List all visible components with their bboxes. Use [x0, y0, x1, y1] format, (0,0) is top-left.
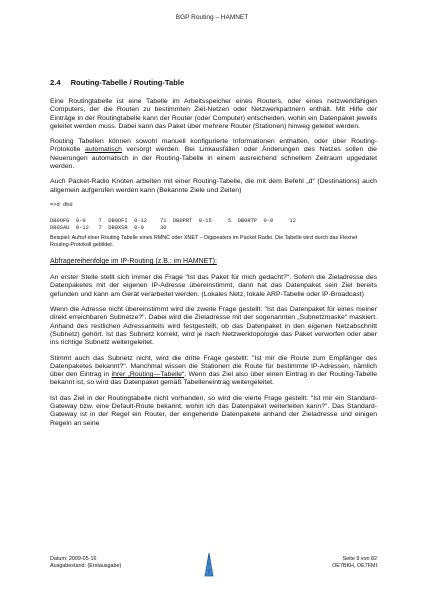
paragraph-fourth-question: Ist das Ziel in der Routingtabelle nicht vorhanden, so wird die vierte Frage gestellt: "Ist mir ein Standard-Gateway bzw. eine Default-Route bekannt, wohin ich das Datenpaket weiterleiten kann?". Das Standard-Gateway ist in der Regel ein Router, der eingehende Datenpakete anhand der Zieladresse und einigen Regeln an seine: [50, 394, 377, 427]
footer-left: [50, 556, 121, 569]
paragraph-first-question: An erster Stelle stellt sich immer die Frage "Ist das Paket für mich gedacht?". Sofern die Zieladresse des Datenpaketes mit der eigenen IP-Adresse übereinstimmt, dann hat das Datenpaket sein Ziel bereits gefunden und kann am Gerät verarbeitet werden. (Lokales Netz, lokale ARP-Tabelle oder IP-Broadcast): [50, 274, 377, 298]
section-title: Routing-Tabelle / Routing-Table: [70, 78, 185, 87]
page-footer: [50, 556, 377, 582]
section-heading: [50, 78, 377, 87]
routing-table-output: DB0OFG 0-0 7 DB0OFI 0-12 71 DB0PRT 0-15 5 DB0RTP 0-0 12 DB0SAU 0-12 7 DB0XSR 0-0 30: [50, 217, 296, 231]
paragraph-routing-table-contents: Routing Tabellen können sowohl manuell konfigurierte Informationen enthalten, oder über Routing-Protokolle automatisch versorgt werden. Bei Linkausfällen oder Änderungen des Netzes sollen die Neuerungen automatisch in der Routing-Tabelle in einem ausreichend schnellem Zeitraum upgedatet werden.: [50, 138, 377, 171]
footer-date: Datum: 2009-05-16: [50, 556, 97, 562]
paragraph-routing-table-definition: Eine Routingtabelle ist eine Tabelle im Arbeitsspeicher eines Routers, oder eines netzwerkfähigen Computers, der die Routen zu bestimmten Ziel-Netzen oder Netzwerkpartnern enthält. Mit Hilfe der Einträge in der Routingtabelle kann der Router (oder Computer) entscheiden, wohin ein Datenpaket jeweils geleitet werden muss. Dabei kann das Paket über mehrere Router (Stationen) hinweg geleitet werden.: [50, 98, 377, 130]
footer-page-number: Seite 9 von 82: [342, 556, 377, 562]
footer-right: [332, 556, 377, 569]
page-header: BGP Routing – HAMNET: [175, 14, 249, 21]
command-line: =>d db0: [50, 201, 73, 208]
footer-edition: Ausgabestand: (Erstausgabe): [50, 562, 122, 569]
footer-authors: OE7BKH, OE7FMI: [332, 562, 377, 569]
paragraph-second-question: Wenn die Adresse nicht übereinstimmt wird die zweite Frage gestellt: "Ist das Datenpaket für eines meiner direkt erreichbaren Subnetze?". Dabei wird die Zieladresse mit der sogenannten „Subnetzmaske“ maskiert. Anhand des restlichen Adressanteils wird festgestellt, ob das Datenpaket in den eigenen Netzabschnitt (Subnetz) gehört. Ist das Subnetz korrekt, wird je nach Netzwerktopologie das Paket verworfen oder aber ins richtige Subnetz weitergeleitet.: [50, 306, 377, 347]
paragraph-third-question: Stimmt auch das Subnetz nicht, wird die dritte Frage gestellt: "Ist mir die Route zum Empfänger des Datenpaketes bekannt?". Manchmal wissen die Stationen die Route für bestimmte IP-Adressen, nämlich über den Eintrag in ihrer „Routing—Tabelle“. Wenn das Ziel also über einen Eintrag in der Routing-Tabelle bekannt ist, so wird das Datenpaket gemäß Tabelleneintrag weitergeleitet.: [50, 354, 377, 387]
section-number: 2.4: [50, 78, 61, 87]
page-content: [50, 78, 377, 435]
paragraph-packet-radio: Auch Packet-Radio Knoten arbeiten mit einer Routing-Tabelle, die mit dem Befehl „d“ (Destinations) auch allgemein aufgerufen werden kann (Bekannte Ziele und Zeiten): [50, 178, 377, 194]
table-caption: Beispiel: Aufruf einer Routing Tabelle eines RMNC oder XNET – Digipeaters im Packet Radio. Die Tabelle wird durch das Flexnet Routing-Protokoll gebildet.: [50, 234, 358, 248]
subheading-query-order: Abfragereihenfolge im IP-Routing (z.B.: im HAMNET):: [50, 258, 217, 266]
antenna-tower-logo-icon: [199, 552, 219, 578]
